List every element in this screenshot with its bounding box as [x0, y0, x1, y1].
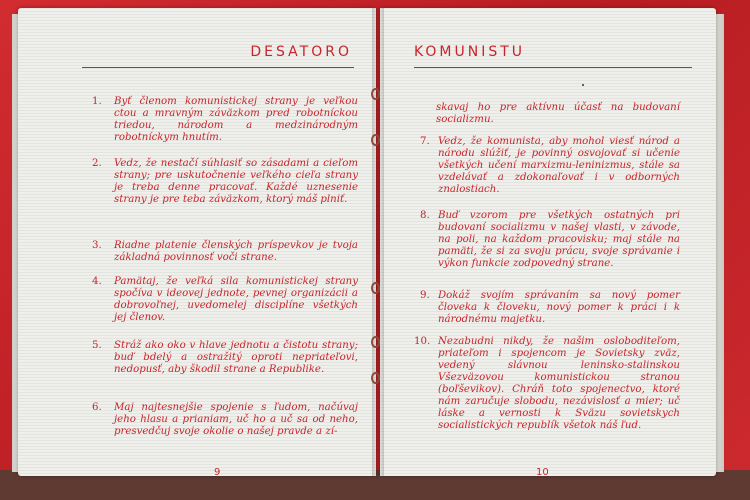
header-rule-right — [414, 67, 692, 68]
page-number-right: 10 — [536, 467, 549, 476]
commandment-item-6 — [92, 402, 358, 438]
ink-speck — [582, 84, 584, 86]
commandment-item-3 — [92, 240, 358, 264]
binding-stitch — [371, 336, 380, 348]
commandment-item-7 — [420, 136, 680, 196]
commandment-item-8 — [420, 210, 680, 270]
item-number: 9. — [420, 290, 430, 301]
item-text: Dokáž svojím správaním sa nový pomer človeka k človeku, nový pomer k práci i k národnému majetku. — [438, 290, 680, 325]
item-text: Maj najtesnejšie spojenie s ľudom, načúvaj jeho hlasu a prianiam, uč ho a uč sa od neho, presvedčuj svoje okolie o našej pravde a zí- — [114, 402, 358, 437]
binding-stitch — [371, 282, 380, 294]
commandment-item-1 — [92, 96, 358, 144]
item-text: Pamätaj, že veľká sila komunistickej strany spočíva v ideovej jednote, pevnej organizácii a dobrovoľnej, uvedomelej disciplíne všetkých jej členov. — [114, 276, 358, 323]
right-page — [380, 8, 716, 476]
commandment-item-2 — [92, 158, 358, 206]
left-page — [18, 8, 376, 476]
commandment-item-9 — [420, 290, 680, 326]
item-text: Byť členom komunistickej strany je veľkou ctou a mravným záväzkom pred robotníckou triedou, národom a medzinárodným robotníckym hnutím. — [114, 96, 358, 143]
binding-stitch — [371, 88, 380, 100]
commandment-item-5 — [92, 340, 358, 376]
binding-stitch — [371, 134, 380, 146]
header-rule-left — [82, 67, 354, 68]
item-number: 5. — [92, 340, 102, 351]
item-text: Riadne platenie členských príspevkov je tvoja základná povinnosť voči strane. — [114, 240, 358, 263]
item-number: 4. — [92, 276, 102, 287]
binding-stitch — [371, 372, 380, 384]
commandment-item-10 — [414, 336, 680, 432]
item-text: Vedz, že nestačí súhlasiť so zásadami a cieľom strany; pre uskutočnenie veľkého cieľa strany je treba denne pracovať. Každé uznesenie strany je pre teba záväzkom, ktorý máš plniť. — [114, 158, 358, 205]
item-text: Stráž ako oko v hlave jednotu a čistotu strany; buď bdelý a ostražitý oproti nepriateľovi, nedopusť, aby škodil strane a Republike. — [114, 340, 358, 375]
item-number: 8. — [420, 210, 430, 221]
item-number: 6. — [92, 402, 102, 413]
page-number-left: 9 — [214, 467, 221, 476]
item-number: 10. — [414, 336, 431, 347]
page-title-left: DESATORO — [250, 44, 352, 60]
item-number: 1. — [92, 96, 102, 107]
item-text: Buď vzorom pre všetkých ostatných pri budovaní socializmu v našej vlasti, v závode, na poli, na každom pracovisku; maj stále na pamäti, že si za svoju prácu, svoje správanie i výkon funkcie zodpovedný strane. — [438, 210, 680, 269]
continuation-text — [436, 102, 680, 126]
item-number: 2. — [92, 158, 102, 169]
page-title-right: KOMUNISTU — [414, 44, 526, 60]
item-number: 7. — [420, 136, 430, 147]
item-text: skavaj ho pre aktívnu účasť na budovaní socializmu. — [436, 102, 680, 125]
item-text: Vedz, že komunista, aby mohol viesť národ a národu slúžiť, je povinný osvojovať si učenie všetkých učení marxizmu-leninizmus, stále sa vzdelávať a zdokonaľovať i v odborných znalostiach. — [438, 136, 680, 195]
commandment-item-4 — [92, 276, 358, 324]
item-number: 3. — [92, 240, 102, 251]
item-text: Nezabudni nikdy, že našim osloboditeľom, priateľom i spojencom je Sovietsky zväz, vedený slávnou leninsko-stalinskou Všezväzovou komunistickou stranou (boľševikov). Chráň toto spojenectvo, ktoré nám zaručuje slobodu, nezávislosť a mier; uč láske a vernosti k Sväzu sovietskych socialistických republík všetok náš ľud. — [438, 336, 680, 431]
book-spine-gutter — [372, 8, 384, 476]
